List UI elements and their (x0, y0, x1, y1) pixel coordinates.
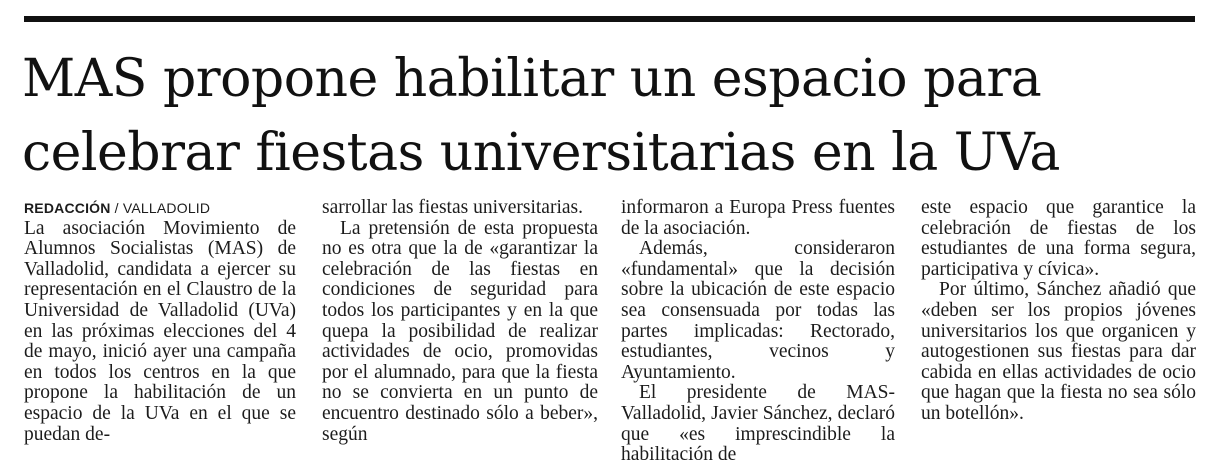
paragraph: El presidente de MAS-Valladolid, Javier Sánchez, declaró que «es imprescindible la habilitación de (621, 382, 895, 466)
byline (24, 198, 296, 219)
byline-location: VALLADOLID (122, 200, 211, 216)
byline-author: REDACCIÓN (24, 200, 111, 216)
byline-separator: / (110, 200, 123, 216)
article-column-3 (621, 198, 895, 466)
paragraph: Además, consideraron «fundamental» que la decisión sobre la ubicación de este espacio sea consensuada por todas las partes implicadas: Rectorado, estudiantes, vecinos y Ayuntamiento. (621, 238, 895, 383)
paragraph: La asociación Movimiento de Alumnos Socialistas (MAS) de Valladolid, candidata a ejercer su representación en el Claustro de la Universidad de Valladolid (UVa) en las próximas elecciones del 4 de mayo, inició ayer una campaña en todos los centros en la que propone la habilitación de un espacio de la UVa en el que se puedan de- (24, 217, 296, 445)
paragraph: Por último, Sánchez añadió que «deben ser los propios jóvenes universitarios los que organicen y autogestionen sus fiestas para dar cabida en ellas actividades de ocio que hagan que la fiesta no sea sólo un botellón». (921, 279, 1196, 424)
paragraph: La pretensión de esta propuesta no es otra que la de «garantizar la celebración de las fiestas en condiciones de seguridad para todos los participantes y en la que quepa la posibilidad de realizar actividades de ocio, promovidas por el alumnado, para que la fiesta no se convierta en un punto de encuentro destinado sólo a beber», según (322, 217, 598, 445)
paragraph: este espacio que garantice la celebración de fiestas de los estudiantes de una forma segura, participativa y cívica». (921, 197, 1196, 280)
paragraph: sarrollar las fiestas universitarias. (322, 197, 583, 218)
article-column-2 (322, 198, 598, 445)
article-column-1 (24, 198, 296, 445)
top-rule (24, 16, 1195, 22)
headline (22, 42, 1202, 190)
article-column-4 (921, 198, 1196, 425)
headline-line-1: MAS propone habilitar un espacio para (22, 49, 1042, 109)
headline-line-2: celebrar fiestas universitarias en la UVa (22, 123, 1060, 183)
paragraph: informaron a Europa Press fuentes de la asociación. (621, 197, 895, 239)
